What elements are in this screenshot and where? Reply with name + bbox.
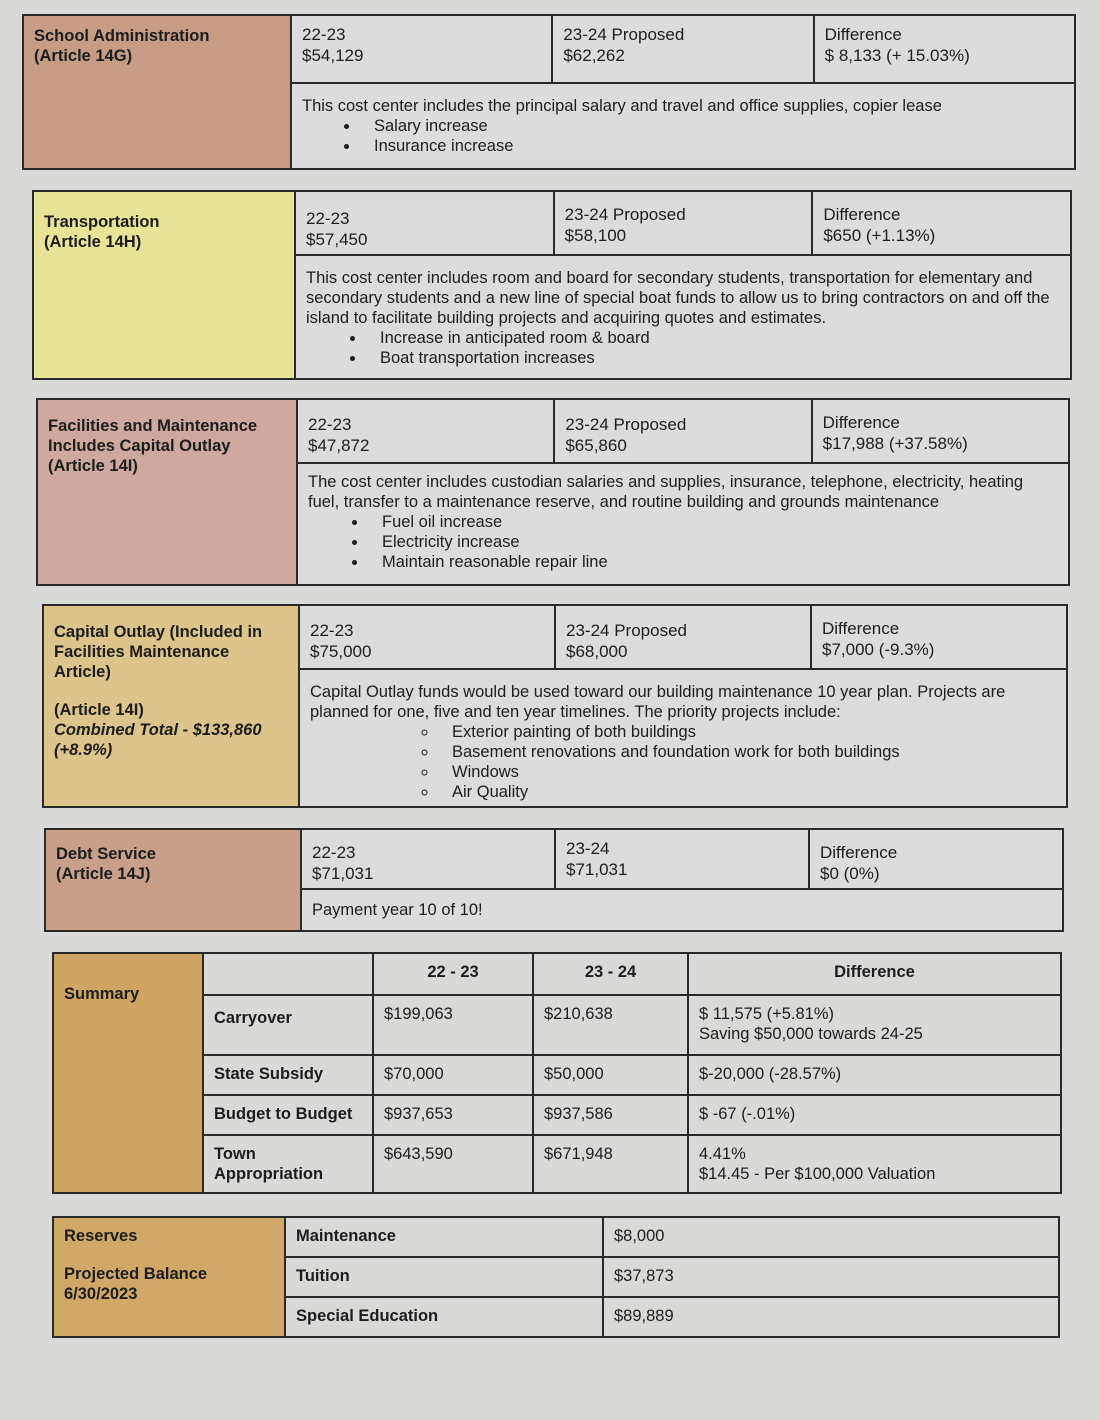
value-cell: $210,638 — [533, 995, 688, 1055]
list-item: • Insurance increase — [360, 136, 1064, 156]
description — [300, 670, 1066, 806]
reserves-table — [52, 1216, 1060, 1338]
table-row — [53, 1055, 1061, 1095]
list-item: • Increase in anticipated room & board — [366, 328, 1060, 348]
description-text: Payment year 10 of 10! — [312, 901, 483, 919]
values-row — [302, 830, 1062, 890]
difference-cell: Difference $0 (0%) — [820, 843, 898, 883]
prior-year-cell: 22-23 $54,129 — [292, 16, 553, 82]
description-text: This cost center includes the principal salary and travel and office supplies, copier lease — [302, 97, 942, 115]
description — [292, 84, 1074, 168]
proposed-cell: 23-24 Proposed $62,262 — [553, 16, 814, 82]
description-text: This cost center includes room and board for secondary students, transportation for elementary and secondary students and a new line of special boat funds to allow us to bring contractors on and off the island to facilitate building projects and acquiring quotes and estimates. — [306, 269, 1050, 327]
transportation-section — [32, 190, 1072, 380]
list-item: • Electricity increase — [368, 532, 1058, 552]
value-cell: $671,948 — [533, 1135, 688, 1193]
value-cell: $199,063 — [373, 995, 533, 1055]
summary-label: Summary — [53, 953, 203, 1193]
combined-total-percent: (+8.9%) — [54, 741, 113, 759]
row-label: State Subsidy — [203, 1055, 373, 1095]
row-label: Town Appropriation — [203, 1135, 373, 1193]
proposed-cell: 23-24 $71,031 — [556, 830, 810, 888]
bullet-list — [306, 328, 1060, 368]
prior-year-cell: 22-23 $75,000 — [300, 606, 556, 668]
debt-service-section — [44, 828, 1064, 932]
table-row — [53, 1217, 1059, 1257]
reserves-label — [53, 1217, 285, 1337]
bullet-list — [308, 512, 1058, 572]
capital-outlay-label — [44, 606, 300, 806]
description — [298, 464, 1068, 584]
difference-cell: Difference $ 8,133 (+ 15.03%) — [824, 25, 970, 65]
school-administration-label — [24, 16, 292, 168]
projected-balance-label: Projected Balance 6/30/2023 — [64, 1265, 208, 1303]
difference-cell: Difference $17,988 (+37.58%) — [822, 413, 968, 453]
difference-cell: $ -67 (-.01%) — [688, 1095, 1061, 1135]
list-item: • Salary increase — [360, 116, 1064, 136]
table-row — [53, 1095, 1061, 1135]
list-item: ◦ Basement renovations and foundation work for both buildings — [438, 742, 1056, 762]
difference-cell: Difference $650 (+1.13%) — [823, 205, 936, 245]
values-row — [292, 16, 1074, 84]
difference-cell: $ 11,575 (+5.81%) Saving $50,000 towards 24-25 — [688, 995, 1061, 1055]
proposed-cell: 23-24 Proposed $58,100 — [555, 192, 814, 254]
list-item: ◦ Windows — [438, 762, 1056, 782]
difference-cell: Difference $7,000 (-9.3%) — [822, 619, 935, 659]
column-header: 22 - 23 — [373, 953, 533, 995]
label-line: Debt Service — [56, 845, 156, 863]
reserve-value: $8,000 — [603, 1217, 1059, 1257]
summary-table — [52, 952, 1062, 1194]
list-item: ◦ Exterior painting of both buildings — [438, 722, 1056, 742]
label-line: Article) — [54, 663, 111, 681]
description — [296, 256, 1070, 378]
value-cell: $70,000 — [373, 1055, 533, 1095]
debt-service-label — [46, 830, 302, 930]
values-row — [300, 606, 1066, 670]
description-text: Capital Outlay funds would be used toward our building maintenance 10 year plan. Projects are planned for one, five and ten year timelines. The priority projects include: — [310, 683, 1006, 721]
prior-year-cell: 22-23 $57,450 — [296, 192, 555, 254]
label-line: Facilities Maintenance — [54, 643, 230, 661]
description — [302, 890, 1062, 930]
blank-header-cell — [203, 953, 373, 995]
label-line: (Article 14G) — [34, 47, 133, 65]
value-cell: $50,000 — [533, 1055, 688, 1095]
transportation-label — [34, 192, 296, 378]
list-item: • Fuel oil increase — [368, 512, 1058, 532]
value-cell: $937,653 — [373, 1095, 533, 1135]
prior-year-cell: 22-23 $47,872 — [298, 400, 555, 462]
proposed-cell: 23-24 Proposed $65,860 — [555, 400, 812, 462]
label-line: Facilities and Maintenance — [48, 417, 258, 435]
reserve-name: Special Education — [285, 1297, 603, 1337]
prior-year-cell: 22-23 $71,031 — [302, 830, 556, 888]
bullet-list — [302, 116, 1064, 156]
proposed-cell: 23-24 Proposed $68,000 — [556, 606, 812, 668]
facilities-label — [38, 400, 298, 584]
list-item: • Maintain reasonable repair line — [368, 552, 1058, 572]
label-line: (Article 14I) — [48, 457, 138, 475]
values-row — [296, 192, 1070, 256]
row-label: Budget to Budget — [203, 1095, 373, 1135]
values-row — [298, 400, 1068, 464]
difference-cell: $-20,000 (-28.57%) — [688, 1055, 1061, 1095]
reserve-value: $89,889 — [603, 1297, 1059, 1337]
label-line: Includes Capital Outlay — [48, 437, 231, 455]
label-line: School Administration — [34, 27, 210, 45]
column-header: 23 - 24 — [533, 953, 688, 995]
table-row — [53, 995, 1061, 1055]
reserve-name: Maintenance — [285, 1217, 603, 1257]
reserve-value: $37,873 — [603, 1257, 1059, 1297]
reserve-name: Tuition — [285, 1257, 603, 1297]
facilities-section — [36, 398, 1070, 586]
combined-total: Combined Total - $133,860 — [54, 721, 262, 739]
column-header: Difference — [688, 953, 1061, 995]
label-line: Transportation — [44, 213, 160, 231]
description-text: The cost center includes custodian salaries and supplies, insurance, telephone, electricity, heating fuel, transfer to a maintenance reserve, and routine building and grounds maintenance — [308, 473, 1024, 511]
reserves-title: Reserves — [64, 1227, 138, 1245]
label-line: (Article 14I) — [54, 701, 144, 719]
table-row — [53, 1135, 1061, 1193]
value-cell: $643,590 — [373, 1135, 533, 1193]
value-cell: $937,586 — [533, 1095, 688, 1135]
capital-outlay-section — [42, 604, 1068, 808]
label-line: (Article 14H) — [44, 233, 142, 251]
difference-cell: 4.41% $14.45 - Per $100,000 Valuation — [688, 1135, 1061, 1193]
label-line: Capital Outlay (Included in — [54, 623, 263, 641]
label-line: (Article 14J) — [56, 865, 151, 883]
bullet-list — [310, 722, 1056, 802]
list-item: ◦ Air Quality — [438, 782, 1056, 802]
school-administration-section — [22, 14, 1076, 170]
row-label: Carryover — [203, 995, 373, 1055]
list-item: • Boat transportation increases — [366, 348, 1060, 368]
